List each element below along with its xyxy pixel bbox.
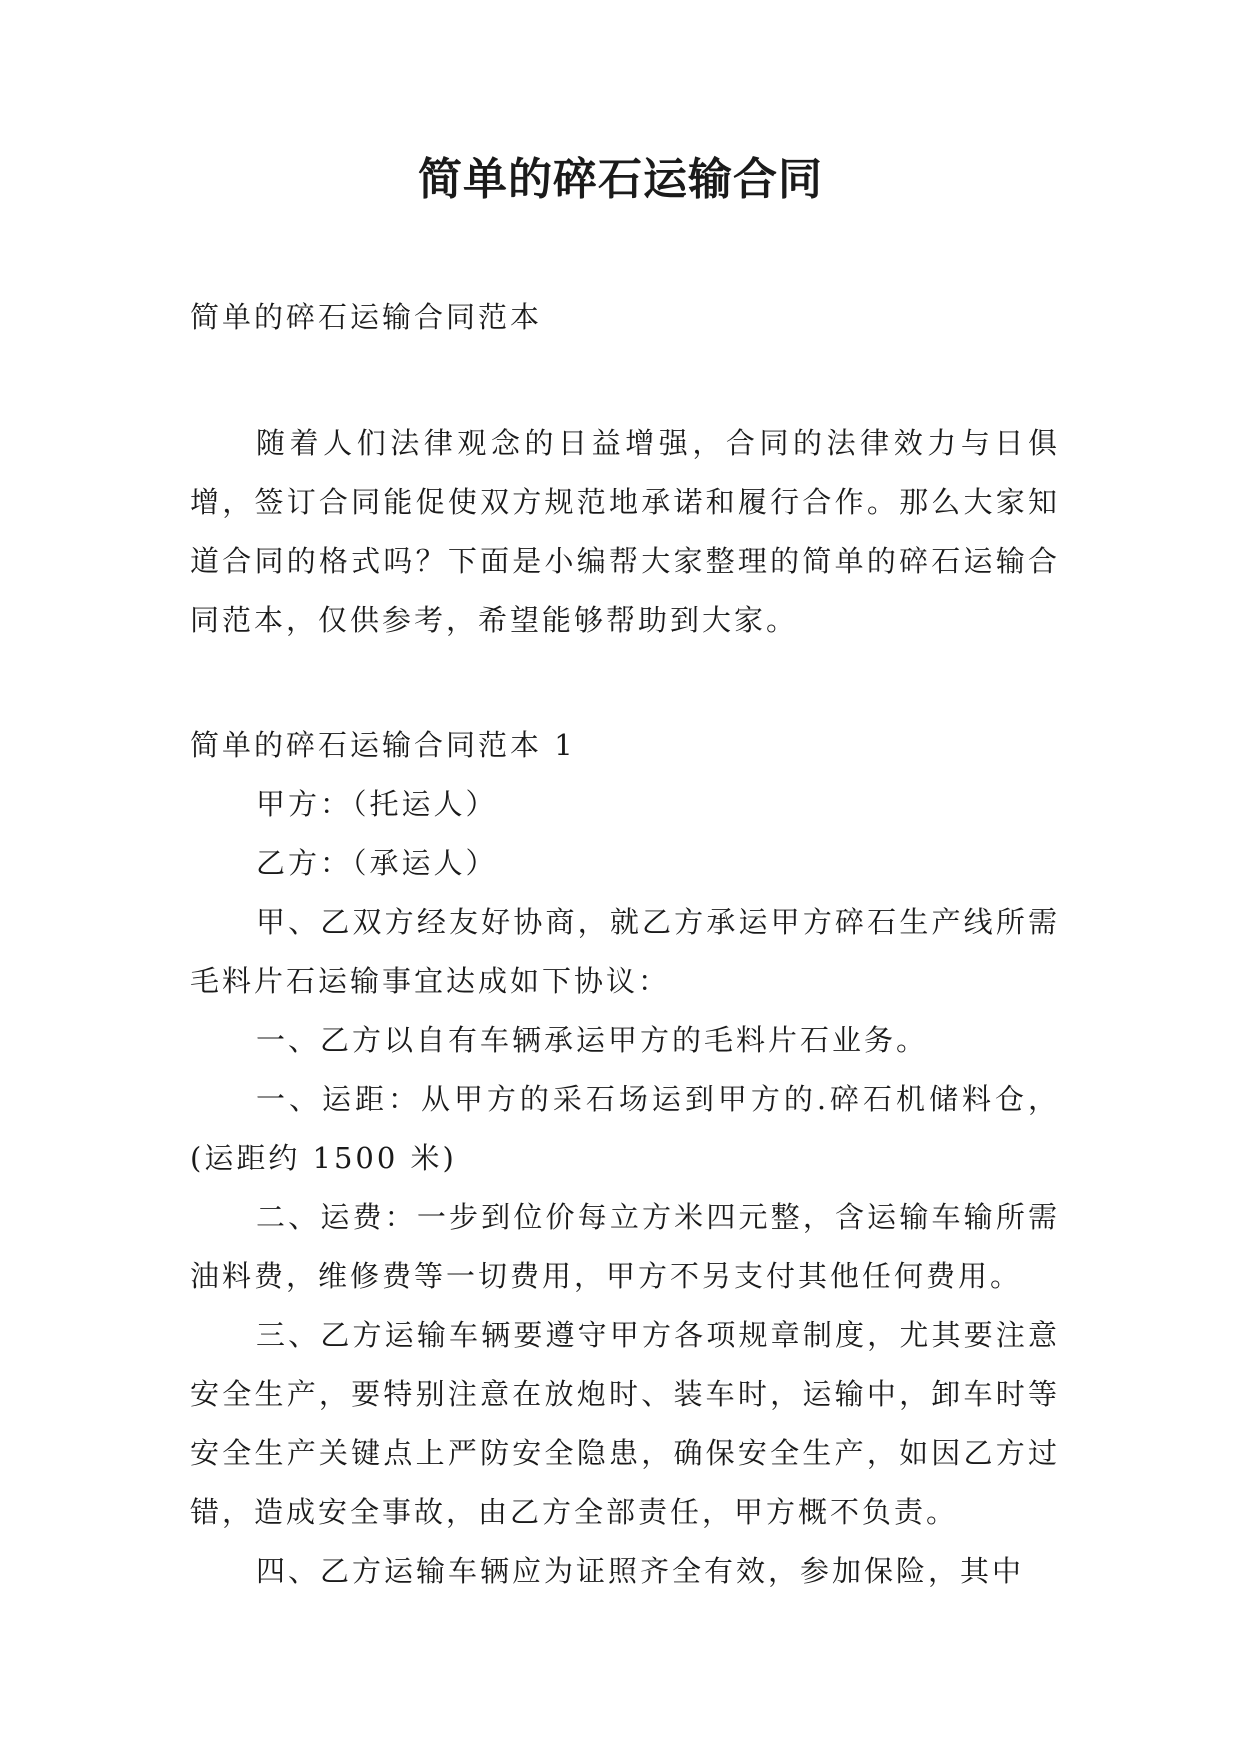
party-b-line: 乙方：（承运人）	[256, 846, 498, 880]
section-heading: 简单的碎石运输合同范本 1	[190, 728, 576, 762]
document-title: 简单的碎石运输合同	[418, 154, 823, 205]
document-subtitle: 简单的碎石运输合同范本	[190, 300, 543, 334]
preamble-paragraph: 甲、乙双方经友好协商，就乙方承运甲方碎石生产线所需毛料片石运输事宜达成如下协议：	[190, 905, 1060, 998]
clause-paragraph: 二、运费：一步到位价每立方米四元整，含运输车输所需油料费，维修费等一切费用，甲方不另支付其他任何费用。	[190, 1200, 1060, 1293]
clause-paragraph: 三、乙方运输车辆要遵守甲方各项规章制度，尤其要注意安全生产，要特别注意在放炮时、装车时，运输中，卸车时等安全生产关键点上严防安全隐患，确保安全生产，如因乙方过错，造成安全事故，由乙方全部责任，甲方概不负责。	[190, 1318, 1060, 1529]
document-body	[190, 288, 1060, 1601]
party-a-line: 甲方：（托运人）	[256, 787, 498, 821]
clause-paragraph: 一、乙方以自有车辆承运甲方的毛料片石业务。	[256, 1023, 929, 1057]
clause-paragraph: 一、运距：从甲方的采石场运到甲方的.碎石机储料仓，(运距约 1500 米)	[190, 1082, 1060, 1175]
clause-paragraph: 四、乙方运输车辆应为证照齐全有效，参加保险，其中	[256, 1554, 1025, 1588]
intro-paragraph: 随着人们法律观念的日益增强，合同的法律效力与日俱增，签订合同能促使双方规范地承诺和履行合作。那么大家知道合同的格式吗？下面是小编帮大家整理的简单的碎石运输合同范本，仅供参考，希望能够帮助到大家。	[190, 426, 1060, 637]
